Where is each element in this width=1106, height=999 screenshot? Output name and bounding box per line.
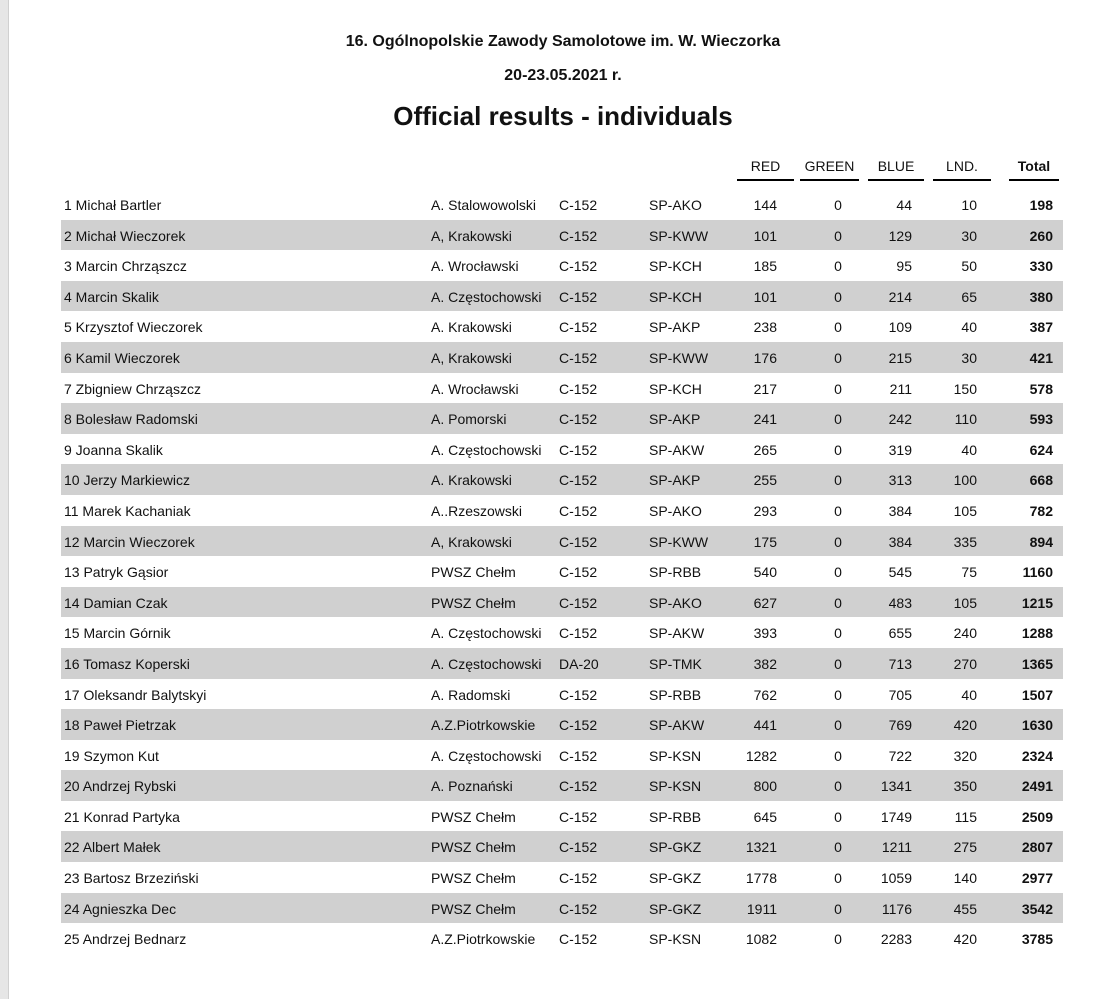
event-title: 16. Ogólnopolskie Zawody Samolotowe im. W. Wieczorka	[345, 33, 781, 50]
column-header-blue-label: BLUE	[877, 158, 915, 174]
cell-club: A. Stalowowolski	[431, 197, 537, 213]
cell-green: 0	[834, 594, 842, 611]
event-dates: 20-23.05.2021 r.	[504, 67, 622, 84]
cell-red: 217	[753, 380, 777, 397]
cell-name: 23 Bartosz Brzeziński	[64, 870, 199, 887]
cell-blue: 483	[888, 594, 912, 611]
cell-red: 265	[753, 441, 777, 458]
cell-blue: 1211	[881, 839, 912, 856]
cell-blue: 722	[888, 747, 912, 764]
column-header-blue	[868, 158, 924, 174]
column-header-lnd-label: LND.	[946, 158, 978, 174]
table-row	[61, 403, 1063, 434]
cell-red: 101	[753, 227, 777, 244]
column-header-red	[737, 158, 794, 174]
cell-reg: SP-KCH	[649, 288, 702, 305]
table-row	[61, 342, 1063, 373]
cell-name: 4 Marcin Skalik	[64, 288, 159, 305]
cell-club: PWSZ Chełm	[431, 808, 516, 825]
cell-type: C-152	[559, 349, 598, 366]
cell-blue: 1749	[880, 808, 912, 825]
cell-red: 175	[753, 533, 777, 550]
cell-name: 14 Damian Czak	[64, 594, 168, 611]
table-row	[61, 831, 1063, 862]
cell-reg: SP-AKW	[649, 625, 705, 642]
cell-name: 8 Bolesław Radomski	[64, 411, 198, 428]
cell-lnd: 115	[954, 808, 977, 825]
cell-name: 20 Andrzej Rybski	[64, 778, 177, 795]
cell-club: A. Pomorski	[431, 411, 507, 428]
cell-type: C-152	[559, 411, 598, 428]
cell-red: 762	[753, 686, 777, 703]
cell-green: 0	[834, 839, 842, 856]
cell-reg: SP-KWW	[649, 227, 709, 244]
cell-club: PWSZ Chełm	[431, 839, 516, 856]
cell-red: 238	[753, 319, 777, 336]
table-row	[61, 648, 1063, 679]
cell-blue: 2283	[880, 931, 912, 948]
cell-lnd: 65	[961, 288, 977, 305]
cell-green: 0	[834, 533, 842, 550]
cell-club: A. Krakowski	[431, 472, 512, 489]
table-row	[61, 801, 1063, 832]
cell-green: 0	[834, 686, 842, 703]
cell-lnd: 40	[961, 441, 977, 458]
cell-type: C-152	[559, 197, 598, 213]
cell-total: 1215	[1021, 594, 1053, 611]
table-row	[61, 587, 1063, 618]
cell-reg: SP-AKP	[649, 319, 701, 336]
cell-total: 3785	[1021, 931, 1053, 948]
results-table	[61, 189, 1063, 954]
cell-reg: SP-AKW	[649, 717, 705, 734]
cell-type: C-152	[559, 288, 598, 305]
cell-club: PWSZ Chełm	[431, 564, 516, 581]
cell-club: A. Częstochowski	[431, 441, 542, 458]
column-header-red-label: RED	[750, 158, 781, 174]
cell-lnd: 350	[953, 778, 977, 795]
cell-blue: 313	[888, 472, 912, 489]
table-row	[61, 495, 1063, 526]
page-title: Official results - individuals	[393, 101, 733, 131]
cell-green: 0	[834, 349, 842, 366]
cell-type: C-152	[559, 686, 598, 703]
cell-green: 0	[834, 625, 842, 642]
cell-reg: SP-GKZ	[649, 870, 702, 887]
cell-blue: 214	[888, 288, 912, 305]
cell-reg: SP-AKO	[649, 502, 702, 519]
cell-green: 0	[834, 411, 842, 428]
cell-club: A. Częstochowski	[431, 625, 542, 642]
cell-name: 9 Joanna Skalik	[64, 441, 163, 458]
cell-reg: SP-KSN	[649, 778, 702, 795]
cell-red: 800	[753, 778, 777, 795]
cell-club: A.Z.Piotrkowskie	[431, 931, 536, 948]
table-row	[61, 281, 1063, 312]
cell-name: 18 Paweł Pietrzak	[64, 717, 177, 734]
table-row	[61, 740, 1063, 771]
table-row	[61, 220, 1063, 251]
cell-reg: SP-KWW	[649, 533, 709, 550]
cell-name: 16 Tomasz Koperski	[64, 655, 190, 672]
cell-red: 1778	[745, 870, 777, 887]
cell-green: 0	[834, 380, 842, 397]
cell-lnd: 105	[953, 502, 977, 519]
cell-lnd: 240	[953, 625, 977, 642]
table-row	[61, 617, 1063, 648]
cell-red: 101	[753, 288, 777, 305]
cell-green: 0	[834, 778, 842, 795]
cell-blue: 1059	[880, 870, 912, 887]
cell-green: 0	[834, 747, 842, 764]
cell-red: 441	[753, 717, 777, 734]
column-header-lnd	[933, 158, 991, 174]
cell-blue: 109	[888, 319, 912, 336]
cell-blue: 384	[888, 502, 912, 519]
cell-type: C-152	[559, 502, 598, 519]
table-row	[61, 862, 1063, 893]
cell-lnd: 150	[953, 380, 977, 397]
cell-lnd: 420	[953, 717, 977, 734]
cell-type: C-152	[559, 564, 598, 581]
cell-blue: 129	[888, 227, 912, 244]
table-row	[61, 311, 1063, 342]
cell-reg: SP-AKW	[649, 441, 705, 458]
cell-total: 198	[1029, 197, 1053, 213]
table-row	[61, 923, 1063, 954]
cell-blue: 319	[888, 441, 912, 458]
cell-green: 0	[834, 288, 842, 305]
cell-type: C-152	[559, 472, 598, 489]
cell-reg: SP-RBB	[649, 564, 702, 581]
cell-lnd: 275	[953, 839, 977, 856]
cell-blue: 215	[888, 349, 912, 366]
cell-club: A. Wrocławski	[431, 380, 519, 397]
cell-type: C-152	[559, 931, 598, 948]
cell-type: C-152	[559, 778, 598, 795]
cell-total: 668	[1029, 472, 1053, 489]
cell-name: 10 Jerzy Markiewicz	[64, 472, 191, 489]
table-row	[61, 679, 1063, 710]
table-row	[61, 709, 1063, 740]
cell-total: 1507	[1021, 686, 1053, 703]
cell-red: 1282	[745, 747, 777, 764]
cell-lnd: 335	[953, 533, 977, 550]
cell-name: 5 Krzysztof Wieczorek	[64, 319, 203, 336]
cell-red: 144	[753, 197, 777, 213]
cell-green: 0	[834, 717, 842, 734]
cell-green: 0	[834, 808, 842, 825]
cell-reg: SP-AKP	[649, 411, 701, 428]
table-row	[61, 526, 1063, 557]
cell-type: DA-20	[559, 655, 599, 672]
cell-name: 15 Marcin Górnik	[64, 625, 171, 642]
cell-club: A, Krakowski	[431, 349, 512, 366]
cell-total: 2977	[1021, 870, 1053, 887]
cell-green: 0	[834, 502, 842, 519]
cell-red: 645	[753, 808, 777, 825]
cell-name: 7 Zbigniew Chrząszcz	[64, 380, 201, 397]
cell-total: 2807	[1021, 839, 1053, 856]
cell-club: PWSZ Chełm	[431, 594, 516, 611]
table-row	[61, 556, 1063, 587]
column-header-green	[800, 158, 859, 174]
cell-green: 0	[834, 870, 842, 887]
cell-reg: SP-KSN	[649, 747, 702, 764]
cell-type: C-152	[559, 717, 598, 734]
cell-type: C-152	[559, 625, 598, 642]
cell-total: 421	[1029, 349, 1053, 366]
cell-type: C-152	[559, 870, 598, 887]
cell-blue: 705	[888, 686, 912, 703]
cell-type: C-152	[559, 533, 598, 550]
cell-red: 393	[753, 625, 777, 642]
cell-reg: SP-RBB	[649, 808, 702, 825]
cell-name: 13 Patryk Gąsior	[64, 564, 169, 581]
cell-name: 12 Marcin Wieczorek	[64, 533, 195, 550]
cell-total: 894	[1029, 533, 1053, 550]
cell-lnd: 105	[953, 594, 977, 611]
cell-club: A.Z.Piotrkowskie	[431, 717, 536, 734]
cell-reg: SP-TMK	[649, 655, 702, 672]
cell-green: 0	[834, 319, 842, 336]
table-row	[61, 189, 1063, 220]
cell-lnd: 40	[961, 319, 977, 336]
cell-club: A. Częstochowski	[431, 747, 542, 764]
cell-blue: 384	[888, 533, 912, 550]
cell-lnd: 75	[961, 564, 977, 581]
cell-blue: 95	[896, 258, 912, 275]
cell-type: C-152	[559, 900, 598, 917]
cell-lnd: 320	[953, 747, 977, 764]
cell-lnd: 140	[953, 870, 977, 887]
cell-red: 185	[753, 258, 777, 275]
cell-lnd: 30	[961, 349, 977, 366]
cell-red: 255	[753, 472, 777, 489]
column-header-total-label: Total	[1017, 158, 1051, 174]
cell-red: 382	[753, 655, 777, 672]
cell-lnd: 110	[954, 411, 977, 428]
cell-name: 6 Kamil Wieczorek	[64, 349, 180, 366]
cell-blue: 242	[888, 411, 912, 428]
cell-lnd: 270	[953, 655, 977, 672]
cell-name: 3 Marcin Chrząszcz	[64, 258, 187, 275]
cell-club: PWSZ Chełm	[431, 870, 516, 887]
cell-reg: SP-AKP	[649, 472, 701, 489]
cell-blue: 545	[888, 564, 912, 581]
cell-reg: SP-KWW	[649, 349, 709, 366]
cell-club: A. Wrocławski	[431, 258, 519, 275]
cell-blue: 1341	[880, 778, 912, 795]
column-header-green-label: GREEN	[804, 158, 855, 174]
cell-total: 380	[1029, 288, 1053, 305]
cell-green: 0	[834, 900, 842, 917]
cell-blue: 211	[889, 380, 912, 397]
cell-type: C-152	[559, 747, 598, 764]
cell-reg: SP-GKZ	[649, 900, 702, 917]
cell-lnd: 10	[961, 197, 977, 213]
cell-name: 2 Michał Wieczorek	[64, 227, 186, 244]
cell-reg: SP-AKO	[649, 594, 702, 611]
cell-club: A, Krakowski	[431, 227, 512, 244]
cell-name: 11 Marek Kachaniak	[64, 502, 191, 519]
cell-green: 0	[834, 441, 842, 458]
cell-reg: SP-KCH	[649, 380, 702, 397]
cell-lnd: 40	[961, 686, 977, 703]
cell-total: 330	[1029, 258, 1053, 275]
cell-blue: 713	[888, 655, 912, 672]
cell-blue: 44	[896, 197, 912, 213]
cell-club: A. Częstochowski	[431, 288, 542, 305]
cell-total: 1160	[1022, 564, 1053, 581]
cell-green: 0	[834, 258, 842, 275]
cell-total: 3542	[1021, 900, 1053, 917]
cell-name: 17 Oleksandr Balytskyi	[64, 686, 207, 703]
cell-lnd: 50	[961, 258, 977, 275]
cell-type: C-152	[559, 594, 598, 611]
table-row	[61, 464, 1063, 495]
cell-name: 19 Szymon Kut	[64, 747, 159, 764]
table-row	[61, 250, 1063, 281]
cell-total: 1288	[1021, 625, 1053, 642]
cell-name: 21 Konrad Partyka	[64, 808, 180, 825]
cell-club: A. Radomski	[431, 686, 511, 703]
cell-name: 25 Andrzej Bednarz	[64, 931, 187, 948]
cell-total: 2491	[1021, 778, 1053, 795]
cell-total: 1630	[1021, 717, 1053, 734]
cell-green: 0	[834, 564, 842, 581]
cell-total: 2324	[1021, 747, 1053, 764]
cell-total: 578	[1029, 380, 1053, 397]
cell-reg: SP-RBB	[649, 686, 702, 703]
page-left-edge	[0, 0, 9, 999]
cell-red: 1082	[745, 931, 777, 948]
cell-lnd: 30	[961, 227, 977, 244]
cell-red: 627	[753, 594, 777, 611]
cell-type: C-152	[559, 227, 598, 244]
cell-reg: SP-KSN	[649, 931, 702, 948]
cell-total: 1365	[1021, 655, 1053, 672]
cell-red: 293	[753, 502, 777, 519]
cell-club: PWSZ Chełm	[431, 900, 516, 917]
table-row	[61, 893, 1063, 924]
cell-type: C-152	[559, 839, 598, 856]
cell-total: 624	[1029, 441, 1053, 458]
cell-red: 176	[753, 349, 777, 366]
cell-reg: SP-KCH	[649, 258, 702, 275]
column-header-total	[1009, 158, 1059, 174]
cell-total: 260	[1029, 227, 1053, 244]
table-row	[61, 434, 1063, 465]
cell-type: C-152	[559, 441, 598, 458]
cell-red: 1321	[745, 839, 777, 856]
cell-blue: 655	[888, 625, 912, 642]
cell-lnd: 455	[953, 900, 977, 917]
cell-club: A. Poznański	[431, 778, 513, 795]
cell-green: 0	[834, 655, 842, 672]
cell-type: C-152	[559, 319, 598, 336]
cell-red: 241	[753, 411, 777, 428]
cell-green: 0	[834, 472, 842, 489]
cell-blue: 1176	[881, 900, 912, 917]
cell-club: A, Krakowski	[431, 533, 512, 550]
table-row	[61, 373, 1063, 404]
cell-total: 2509	[1021, 808, 1053, 825]
cell-lnd: 420	[953, 931, 977, 948]
cell-type: C-152	[559, 380, 598, 397]
cell-type: C-152	[559, 258, 598, 275]
cell-lnd: 100	[953, 472, 977, 489]
cell-type: C-152	[559, 808, 598, 825]
cell-total: 387	[1029, 319, 1053, 336]
cell-green: 0	[834, 227, 842, 244]
cell-name: 24 Agnieszka Dec	[64, 900, 177, 917]
cell-name: 22 Albert Małek	[64, 839, 161, 856]
table-row	[61, 770, 1063, 801]
cell-club: A. Krakowski	[431, 319, 512, 336]
cell-total: 593	[1029, 411, 1053, 428]
cell-total: 782	[1029, 502, 1053, 519]
cell-name: 1 Michał Bartler	[64, 197, 162, 213]
cell-club: A..Rzeszowski	[431, 502, 523, 519]
cell-red: 1911	[746, 900, 777, 917]
cell-reg: SP-AKO	[649, 197, 702, 213]
cell-green: 0	[834, 931, 842, 948]
cell-green: 0	[834, 197, 842, 213]
cell-club: A. Częstochowski	[431, 655, 542, 672]
cell-blue: 769	[888, 717, 912, 734]
cell-reg: SP-GKZ	[649, 839, 702, 856]
cell-red: 540	[753, 564, 777, 581]
